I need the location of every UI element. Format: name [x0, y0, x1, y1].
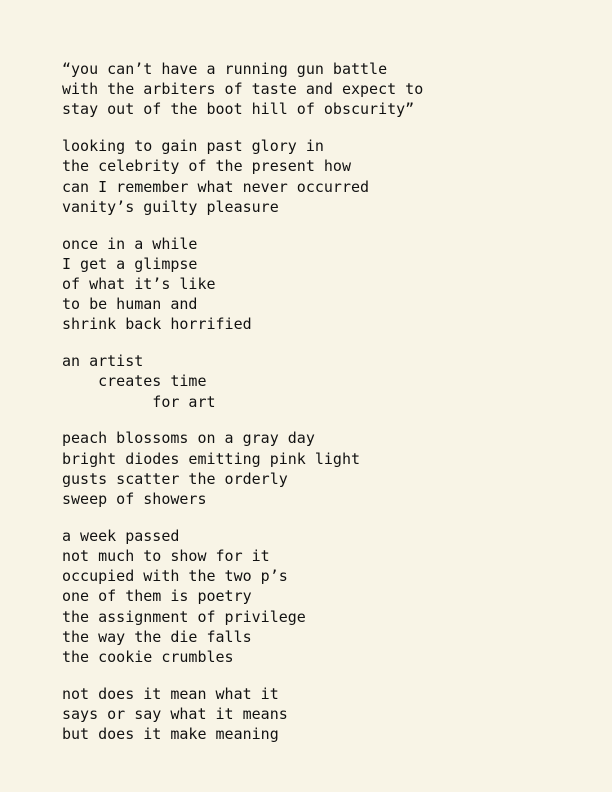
poem-line: sweep of showers	[62, 490, 207, 509]
stanza-1	[62, 59, 602, 120]
poem-line: one of them is poetry	[62, 587, 252, 606]
poem-line: for art	[62, 392, 216, 411]
poem-line: peach blossoms on a gray day	[62, 429, 315, 448]
poem-line: creates time	[62, 372, 207, 391]
poem-line: shrink back horrified	[62, 315, 252, 334]
poem-line: can I remember what never occurred	[62, 177, 370, 196]
poem-line: a week passed	[62, 526, 180, 545]
stanza-3	[62, 234, 602, 335]
poem-line: looking to gain past glory in	[62, 137, 324, 156]
poem-line: the celebrity of the present how	[62, 157, 351, 176]
poem-line: not does it mean what it	[62, 684, 279, 703]
poem-line: the assignment of privilege	[62, 607, 306, 626]
poem-line: I get a glimpse	[62, 254, 198, 273]
poem-line: of what it’s like	[62, 275, 216, 294]
poem-line: gusts scatter the orderly	[62, 469, 288, 488]
poem-line: an artist	[62, 352, 144, 371]
poem-line: but does it make meaning	[62, 725, 279, 744]
poem-line: the way the die falls	[62, 627, 252, 646]
poem-line: once in a while	[62, 234, 198, 253]
poem-line: not much to show for it	[62, 547, 270, 566]
poem-line: occupied with the two p’s	[62, 567, 288, 586]
stanza-5	[62, 428, 602, 509]
poem-line: the cookie crumbles	[62, 648, 234, 667]
poem-line: stay out of the boot hill of obscurity”	[62, 100, 415, 119]
poem-line: says or say what it means	[62, 705, 288, 724]
stanza-6	[62, 526, 602, 667]
poem-page	[62, 59, 602, 761]
stanza-2	[62, 136, 602, 217]
poem-line: to be human and	[62, 295, 198, 314]
poem-line: vanity’s guilty pleasure	[62, 197, 279, 216]
stanza-7	[62, 684, 602, 745]
poem-line: with the arbiters of taste and expect to	[62, 80, 424, 99]
poem-line: bright diodes emitting pink light	[62, 449, 361, 468]
stanza-4	[62, 351, 602, 412]
poem-line: “you can’t have a running gun battle	[62, 60, 388, 78]
